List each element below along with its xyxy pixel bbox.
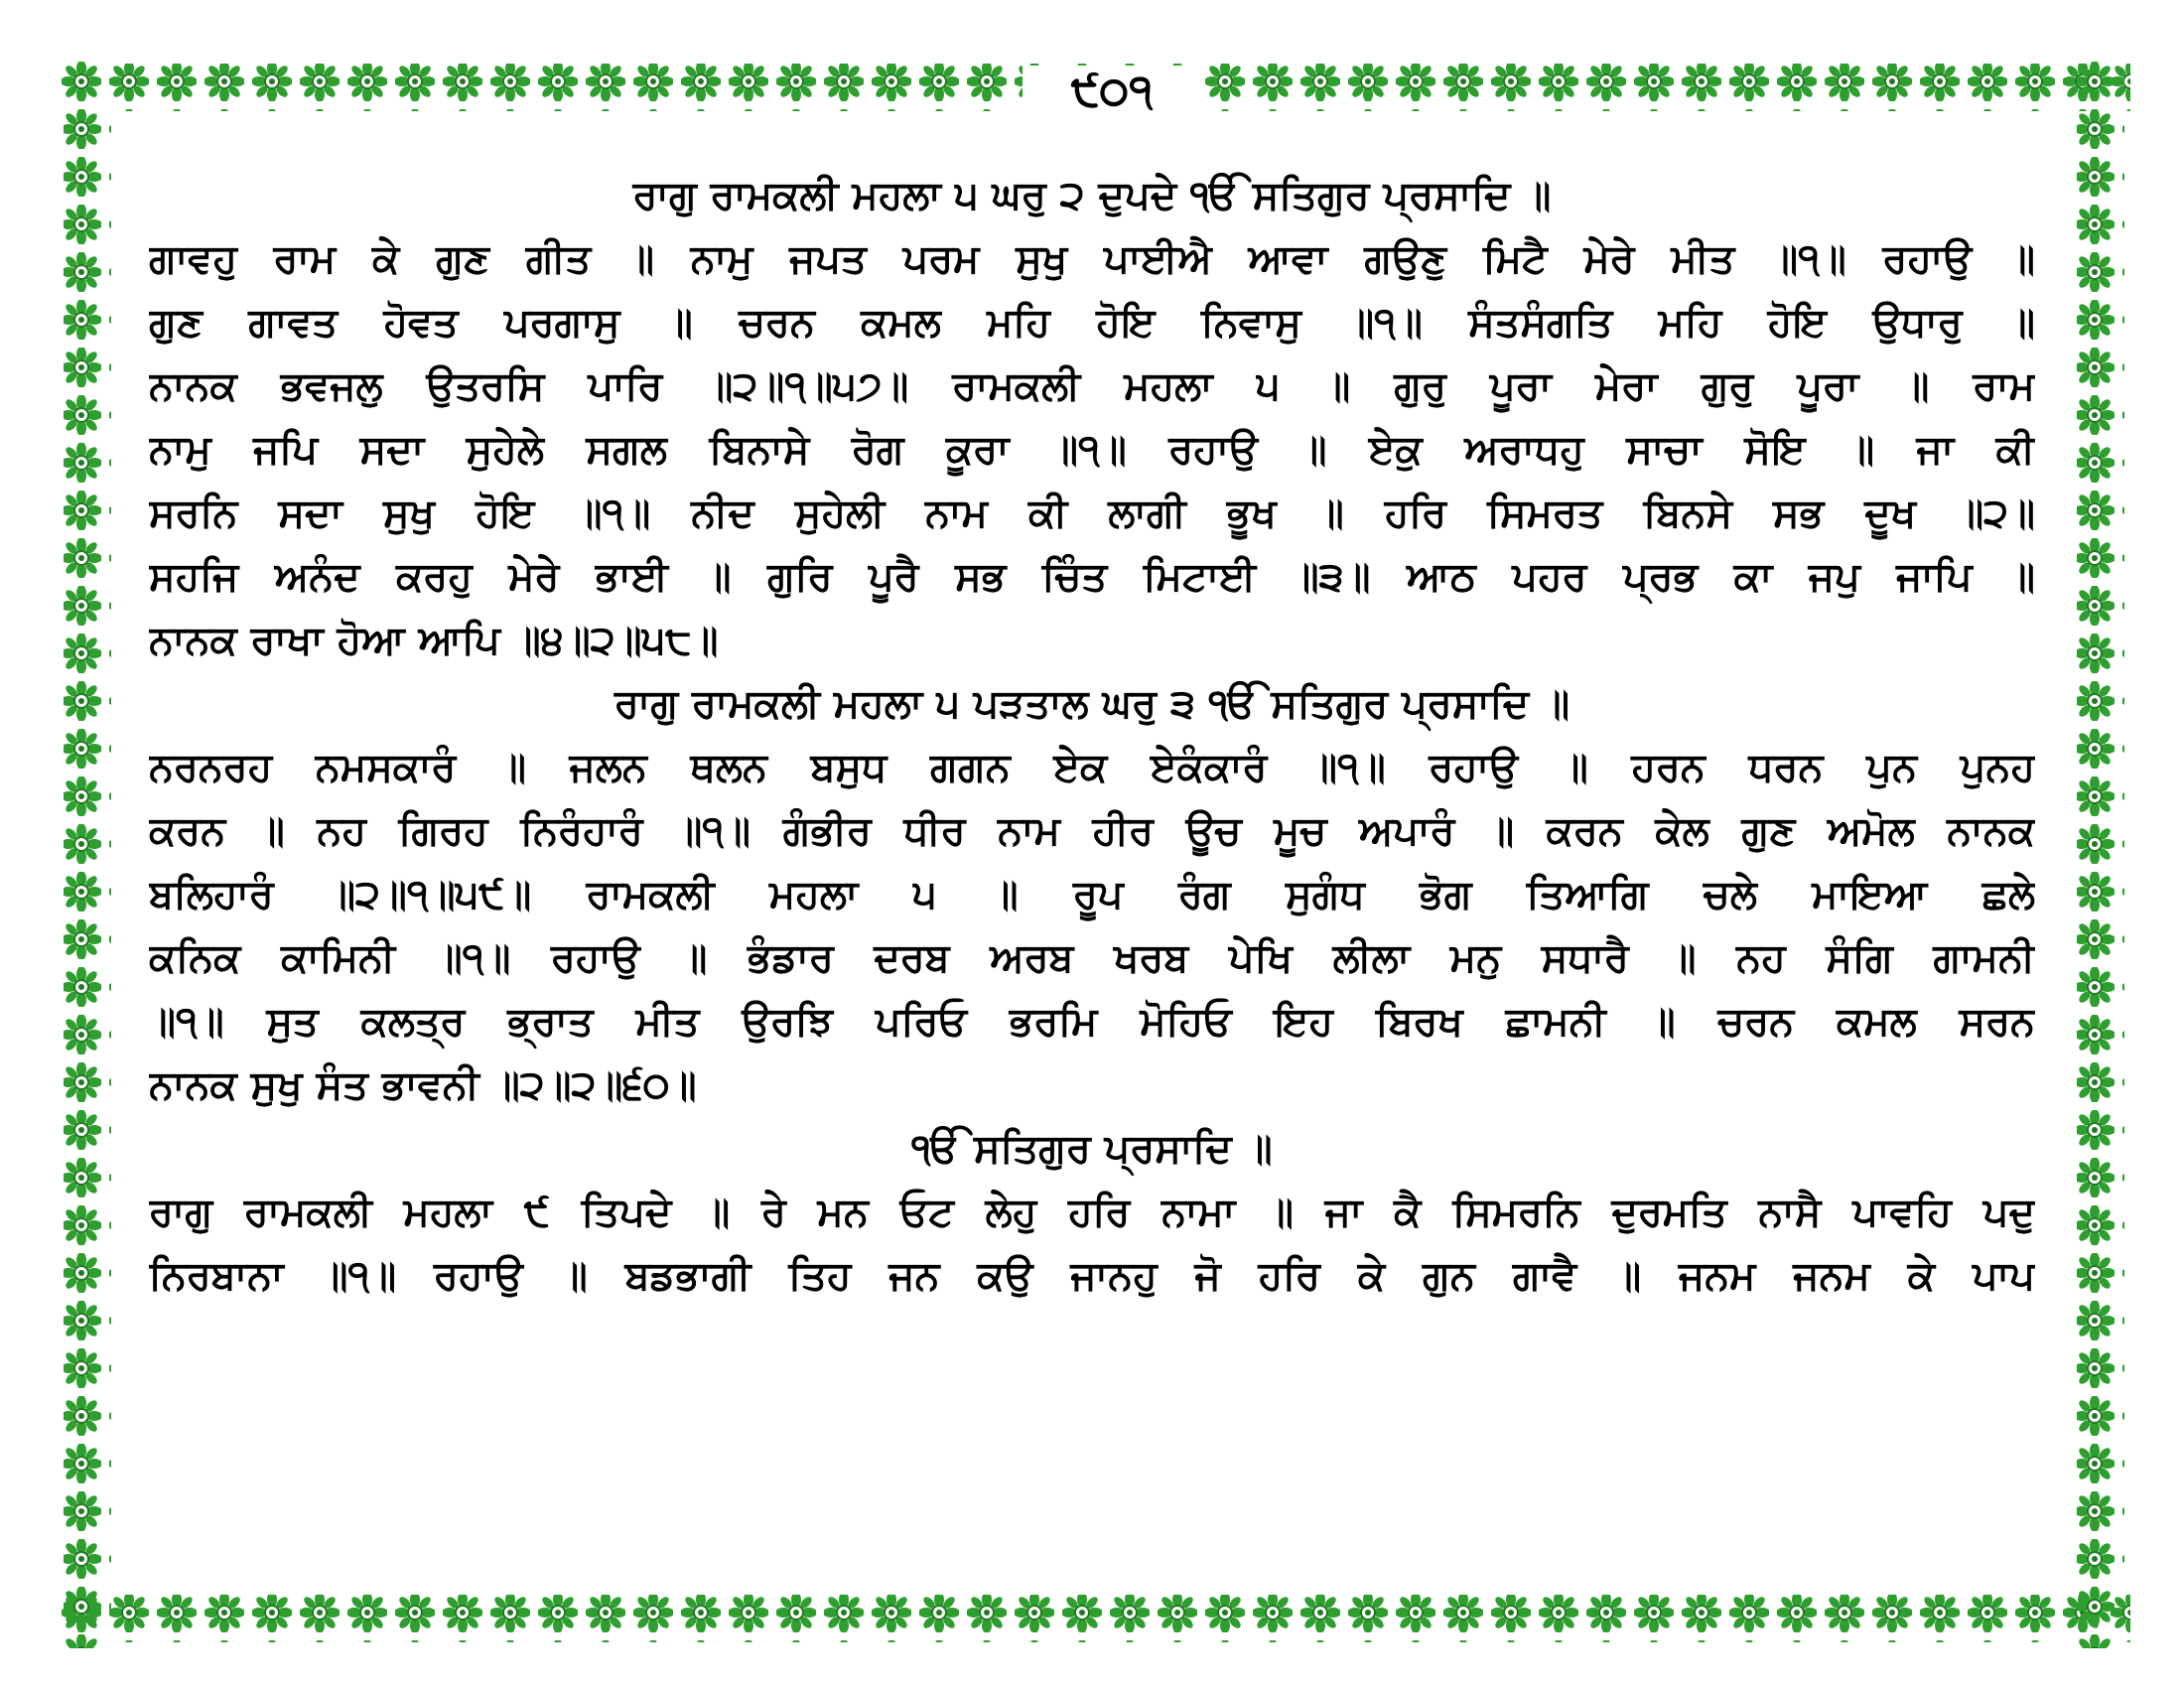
text-line: ਨਾਨਕ ਰਾਖਾ ਹੋਆ ਆਪਿ ॥੪॥੨॥੫੮॥ <box>149 618 719 663</box>
text-line: ਨਿਰਬਾਨਾ ॥੧॥ ਰਹਾਉ ॥ ਬਡਭਾਗੀ ਤਿਹ ਜਨ ਕਉ ਜਾਨਹੁ ਜੋ ਹਰਿ ਕੇ ਗੁਨ ਗਾਵੈ ॥ ਜਨਮ ਜਨਮ ਕੇ ਪਾਪ <box>149 1253 2035 1299</box>
text-line: ॥੧॥ ਸੁਤ ਕਲਤ੍ਰ ਭ੍ਰਾਤ ਮੀਤ ਉਰਝਿ ਪਰਿਓ ਭਰਮਿ ਮੋਹਿਓ ਇਹ ਬਿਰਖ ਛਾਮਨੀ ॥ ਚਰਨ ਕਮਲ ਸਰਨ <box>149 999 2035 1045</box>
text-line: ਨਾਨਕ ਸੁਖੁ ਸੰਤ ਭਾਵਨੀ ॥੨॥੨॥੬੦॥ <box>149 1062 697 1108</box>
section-heading: ਰਾਗੁ ਰਾਮਕਲੀ ਮਹਲਾ ੫ ਘਰੁ ੨ ਦੁਪਦੇ ੴ ਸਤਿਗੁਰ ਪ੍ਰਸਾਦਿ ॥ <box>632 173 1552 218</box>
section-heading: ਰਾਗੁ ਰਾਮਕਲੀ ਮਹਲਾ ੫ ਪੜਤਾਲ ਘਰੁ ੩ ੴ ਸਤਿਗੁਰ ਪ੍ਰਸਾਦਿ ॥ <box>614 681 1570 727</box>
text-line: ਗੁਣ ਗਾਵਤ ਹੋਵਤ ਪਰਗਾਸੁ ॥ ਚਰਨ ਕਮਲ ਮਹਿ ਹੋਇ ਨਿਵਾਸੁ ॥੧॥ ਸੰਤਸੰਗਤਿ ਮਹਿ ਹੋਇ ਉਧਾਰੁ ॥ <box>149 300 2035 346</box>
text-line: ਕਰਨ ॥ ਨਹ ਗਿਰਹ ਨਿਰੰਹਾਰੰ ॥੧॥ ਗੰਭੀਰ ਧੀਰ ਨਾਮ ਹੀਰ ਊਚ ਮੂਚ ਅਪਾਰੰ ॥ ਕਰਨ ਕੇਲ ਗੁਣ ਅਮੋਲ ਨਾਨਕ <box>149 808 2035 854</box>
text-line: ਗਾਵਹੁ ਰਾਮ ਕੇ ਗੁਣ ਗੀਤ ॥ ਨਾਮੁ ਜਪਤ ਪਰਮ ਸੁਖੁ ਪਾਈਐ ਆਵਾ ਗਉਣੁ ਮਿਟੈ ਮੇਰੇ ਮੀਤ ॥੧॥ ਰਹਾਉ ॥ <box>149 236 2035 282</box>
text-line: ਨਾਮੁ ਜਪਿ ਸਦਾ ਸੁਹੇਲੇ ਸਗਲ ਬਿਨਾਸੇ ਰੋਗ ਕੂਰਾ ॥੧॥ ਰਹਾਉ ॥ ਏਕੁ ਅਰਾਧਹੁ ਸਾਚਾ ਸੋਇ ॥ ਜਾ ਕੀ <box>149 427 2035 473</box>
border-left <box>58 58 117 1648</box>
green-flower-icon <box>58 1595 2130 1642</box>
text-line: ਨਰਨਰਹ ਨਮਸਕਾਰੰ ॥ ਜਲਨ ਥਲਨ ਬਸੁਧ ਗਗਨ ਏਕ ਏਕੰਕਾਰੰ ॥੧॥ ਰਹਾਉ ॥ ਹਰਨ ਧਰਨ ਪੁਨ ਪੁਨਹ <box>149 745 2035 790</box>
green-flower-icon <box>2077 58 2124 1648</box>
green-flower-icon <box>64 58 111 1648</box>
section-heading: ੴ ਸਤਿਗੁਰ ਪ੍ਰਸਾਦਿ ॥ <box>911 1126 1273 1172</box>
text-line: ਕਨਿਕ ਕਾਮਿਨੀ ॥੧॥ ਰਹਾਉ ॥ ਭੰਡਾਰ ਦਰਬ ਅਰਬ ਖਰਬ ਪੇਖਿ ਲੀਲਾ ਮਨੁ ਸਧਾਰੈ ॥ ਨਹ ਸੰਗਿ ਗਾਮਨੀ <box>149 935 2035 981</box>
text-line: ਸਰਨਿ ਸਦਾ ਸੁਖੁ ਹੋਇ ॥੧॥ ਨੀਦ ਸੁਹੇਲੀ ਨਾਮ ਕੀ ਲਾਗੀ ਭੂਖ ॥ ਹਰਿ ਸਿਮਰਤ ਬਿਨਸੇ ਸਭ ਦੂਖ ॥੨॥ <box>149 491 2035 536</box>
scripture-text <box>149 164 2035 1308</box>
text-line: ਨਾਨਕ ਭਵਜਲੁ ਉਤਰਸਿ ਪਾਰਿ ॥੨॥੧॥੫੭॥ ਰਾਮਕਲੀ ਮਹਲਾ ੫ ॥ ਗੁਰੁ ਪੂਰਾ ਮੇਰਾ ਗੁਰੁ ਪੂਰਾ ॥ ਰਾਮ <box>149 363 2035 409</box>
border-bottom <box>58 1589 2130 1648</box>
page-number: ੯੦੧ <box>1023 66 1201 117</box>
text-line: ਰਾਗੁ ਰਾਮਕਲੀ ਮਹਲਾ ੯ ਤਿਪਦੇ ॥ ਰੇ ਮਨ ਓਟ ਲੇਹੁ ਹਰਿ ਨਾਮਾ ॥ ਜਾ ਕੈ ਸਿਮਰਨਿ ਦੁਰਮਤਿ ਨਾਸੈ ਪਾਵਹਿ ਪਦੁ <box>149 1190 2035 1235</box>
text-line: ਸਹਜਿ ਅਨੰਦ ਕਰਹੁ ਮੇਰੇ ਭਾਈ ॥ ਗੁਰਿ ਪੂਰੈ ਸਭ ਚਿੰਤ ਮਿਟਾਈ ॥੩॥ ਆਠ ਪਹਰ ਪ੍ਰਭ ਕਾ ਜਪੁ ਜਾਪਿ ॥ <box>149 554 2035 600</box>
border-right <box>2071 58 2130 1648</box>
text-line: ਬਲਿਹਾਰੰ ॥੨॥੧॥੫੯॥ ਰਾਮਕਲੀ ਮਹਲਾ ੫ ॥ ਰੂਪ ਰੰਗ ਸੁਗੰਧ ਭੋਗ ਤਿਆਗਿ ਚਲੇ ਮਾਇਆ ਛਲੇ <box>149 872 2035 917</box>
